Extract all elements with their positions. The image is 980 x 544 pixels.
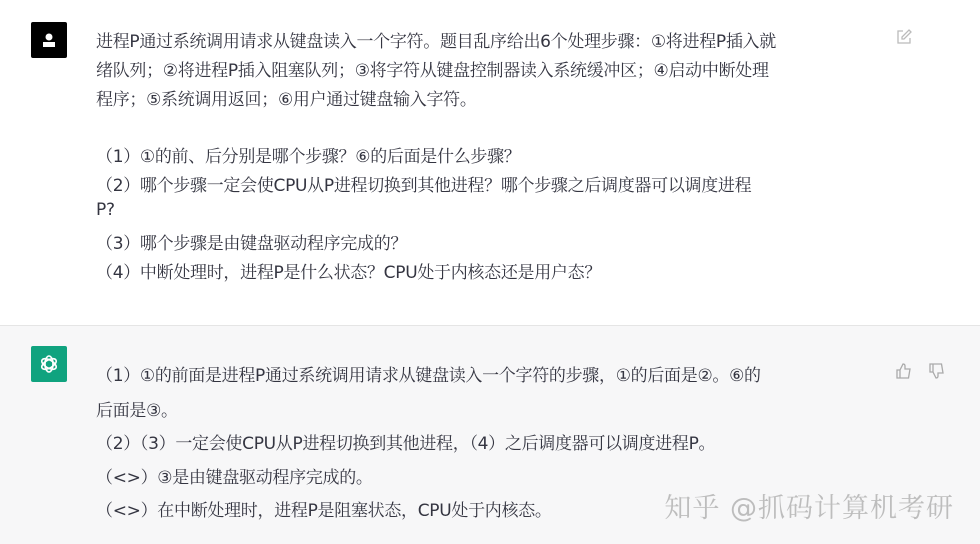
thumbs-up-icon[interactable] bbox=[895, 362, 913, 384]
user-avatar bbox=[31, 22, 67, 58]
user-text-line: （4）中断处理时，进程P是什么状态？CPU处于内核态还是用户态？ bbox=[96, 263, 602, 283]
user-icon bbox=[41, 32, 57, 48]
edit-icon[interactable] bbox=[895, 28, 913, 50]
watermark: 知乎 @抓码计算机考研 bbox=[664, 493, 954, 524]
assistant-text-line: （1）①的前面是进程P通过系统调用请求从键盘读入一个字符的步骤，①的后面是②。⑥的 bbox=[96, 366, 761, 386]
user-text-line: （1）①的前、后分别是哪个步骤？⑥的后面是什么步骤？ bbox=[96, 147, 521, 167]
assistant-text-line: 后面是③。 bbox=[96, 401, 178, 421]
assistant-text-line: （<>）③是由键盘驱动程序完成的。 bbox=[96, 468, 373, 488]
assistant-avatar bbox=[31, 346, 67, 382]
user-text-line: （2）哪个步骤一定会使CPU从P进程切换到其他进程？哪个步骤之后调度器可以调度进程 bbox=[96, 176, 752, 196]
thumbs-down-icon[interactable] bbox=[928, 362, 946, 384]
assistant-message bbox=[0, 326, 980, 544]
user-text-line: P? bbox=[96, 200, 115, 220]
openai-logo bbox=[37, 352, 61, 376]
assistant-text-line: （2）（3）一定会使CPU从P进程切换到其他进程，（4）之后调度器可以调度进程P。 bbox=[96, 434, 716, 454]
user-text-line: 程序；⑤系统调用返回；⑥用户通过键盘输入字符。 bbox=[96, 90, 477, 110]
user-text-line: 绪队列；②将进程P插入阻塞队列；③将字符从键盘控制器读入系统缓冲区；④启动中断处理 bbox=[96, 61, 769, 81]
user-text-line: 进程P通过系统调用请求从键盘读入一个字符。题目乱序给出6个处理步骤：①将进程P插入就 bbox=[96, 32, 776, 52]
assistant-text-line: （<>）在中断处理时，进程P是阻塞状态，CPU处于内核态。 bbox=[96, 501, 552, 521]
user-text-line: （3）哪个步骤是由键盘驱动程序完成的？ bbox=[96, 234, 408, 254]
